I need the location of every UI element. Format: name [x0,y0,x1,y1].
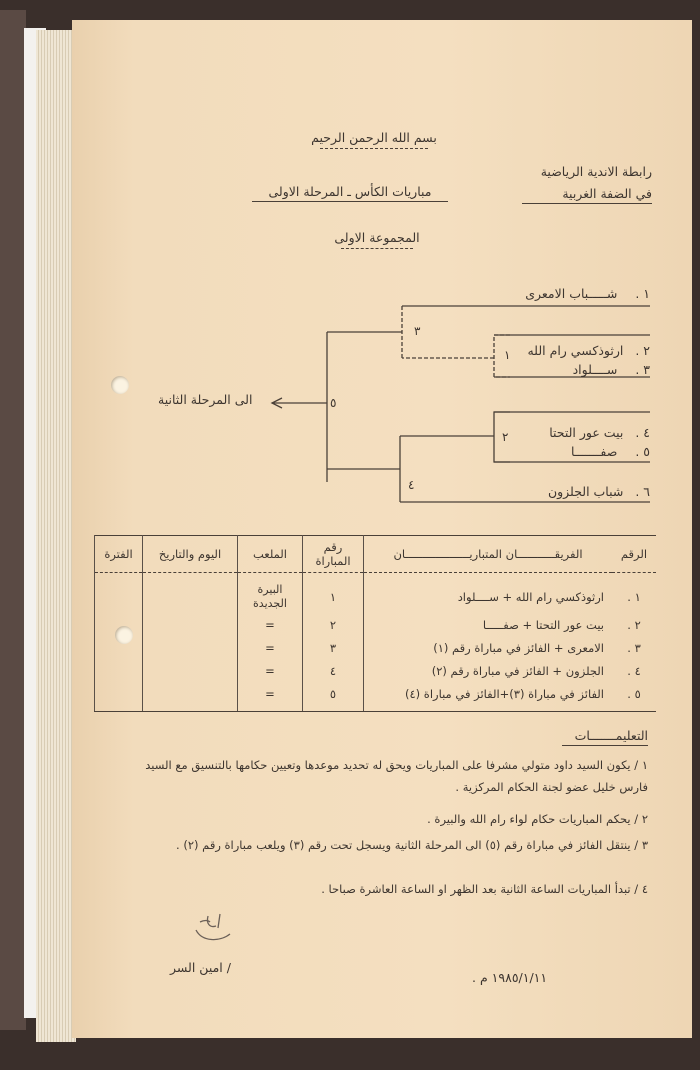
instruction-1-text: يكون السيد داود متولي مشرفا على المباريات ويحق له تحديد موعدها وتعيين حكامها بالتنسيق مع السيد فارس خليل عضو لجنة الحكام المركزية . [145,758,648,794]
signature-mark [190,908,238,946]
row-date [143,573,238,614]
row-venue: = [238,682,303,712]
row-match-no: ٥ [303,682,364,712]
row-num: ٣ . [627,640,641,655]
match-number-3: ٣ [414,324,421,338]
row-teams: الامعرى + الفائز في مباراة رقم (١) [364,636,613,659]
page-edges [36,30,76,1042]
instruction-1-num: ١ / [634,758,648,772]
team-6-name: شباب الجلزون [547,484,624,499]
team-2-num: ٢ . [635,343,650,358]
document-date: ١٩٨٥/١/١١ م . [472,970,548,985]
row-date [143,613,238,636]
instruction-3-num: ٣ / [634,838,648,852]
col-header-date: اليوم والتاريخ [143,536,238,573]
bracket-team-6 [548,484,650,499]
team-1-name: شـــــباب الامعرى [525,286,618,301]
book-spine [0,10,26,1030]
team-4-num: ٤ . [635,425,650,440]
team-5-num: ٥ . [635,444,650,459]
team-3-num: ٣ . [635,362,650,377]
row-teams: بيت عور التحتا + صفـــــا [364,613,613,636]
row-teams: الفائز في مباراة (٣)+الفائز في مباراة (٤) [364,682,613,712]
group-title-text: المجموعة الاولى [334,230,420,245]
match-number-5: ٥ [330,396,337,410]
to-next-stage-label: الى المرحلة الثانية [158,392,253,407]
bracket-team-3 [573,362,650,377]
col-header-venue: الملعب [238,536,303,573]
col-header-period: الفترة [95,536,143,573]
row-match-no: ٢ [303,613,364,636]
match-number-1: ١ [504,348,511,362]
instruction-4-num: ٤ / [634,882,648,896]
instruction-2-text: يحكم المباريات حكام لواء رام الله والبيرة . [427,812,631,826]
row-teams: الجلزون + الفائز في مباراة رقم (٢) [364,659,613,682]
row-venue: = [238,613,303,636]
row-venue: = [238,659,303,682]
row-venue: البيرة الجديدة [238,573,303,614]
team-6-num: ٦ . [635,484,650,499]
instruction-item-1 [128,754,648,798]
table-row [95,636,657,659]
row-period [95,573,143,614]
bracket-team-4 [549,425,650,440]
team-5-name: صفـــــــا [570,444,618,459]
row-num: ٢ . [627,617,641,632]
org-line-2: في الضفة الغربية [522,186,652,204]
team-1-num: ١ . [635,286,650,301]
row-num: ٥ . [612,682,656,712]
table-row [95,659,657,682]
signatory-label: / امين السر [170,960,231,975]
instruction-3-text: ينتقل الفائز في مباراة رقم (٥) الى المرحلة الثانية ويسجل تحت رقم (٣) ويلعب مباراة رقم (٢) . [176,838,631,852]
row-period [95,636,143,659]
bracket-team-1 [525,286,650,301]
match-number-4: ٤ [408,478,415,492]
bracket-team-2 [527,343,650,358]
row-date [143,636,238,659]
table-row [95,613,657,636]
instruction-4-text: تبدأ المباريات الساعة الثانية بعد الظهر او الساعة العاشرة صباحا . [321,882,631,896]
team-4-name: بيت عور التحتا [549,425,624,440]
row-date [143,659,238,682]
instructions-title: التعليمـــــــات [562,728,648,746]
row-match-no: ٣ [303,636,364,659]
table-row [95,682,657,712]
document-title: مباريات الكأس ـ المرحلة الاولى [252,184,448,202]
row-date [143,682,238,712]
row-match-no: ١ [303,573,364,614]
team-3-name: ســــلواد [572,362,618,377]
row-period [95,613,143,636]
schedule-table [94,535,656,712]
row-match-no: ٤ [303,659,364,682]
match-number-2: ٢ [502,430,509,444]
instruction-2-num: ٢ / [634,812,648,826]
col-header-num: الرقم [612,536,656,573]
row-num: ١ . [627,590,641,604]
team-2-name: ارثوذكسي رام الله [527,343,624,358]
table-row [95,573,657,614]
org-line-1: رابطة الاندية الرياضية [540,164,652,179]
row-venue: = [238,636,303,659]
basmala-text: بسم الله الرحمن الرحيم [311,130,437,145]
row-period [95,682,143,712]
schedule-header-row [95,536,657,573]
bracket-team-5 [571,444,650,459]
instruction-item-2 [128,808,648,830]
document-page [72,20,692,1038]
col-header-teams: الفريقـــــــــــان المتباريـــــــــــــــــــان [364,536,613,573]
row-teams: ارثوذكسي رام الله + ســــلواد [364,573,613,614]
col-header-match-no: رقم المباراة [303,536,364,573]
instruction-item-3 [128,834,648,856]
instruction-item-4 [128,878,648,900]
row-period [95,659,143,682]
row-num: ٤ . [627,663,641,678]
